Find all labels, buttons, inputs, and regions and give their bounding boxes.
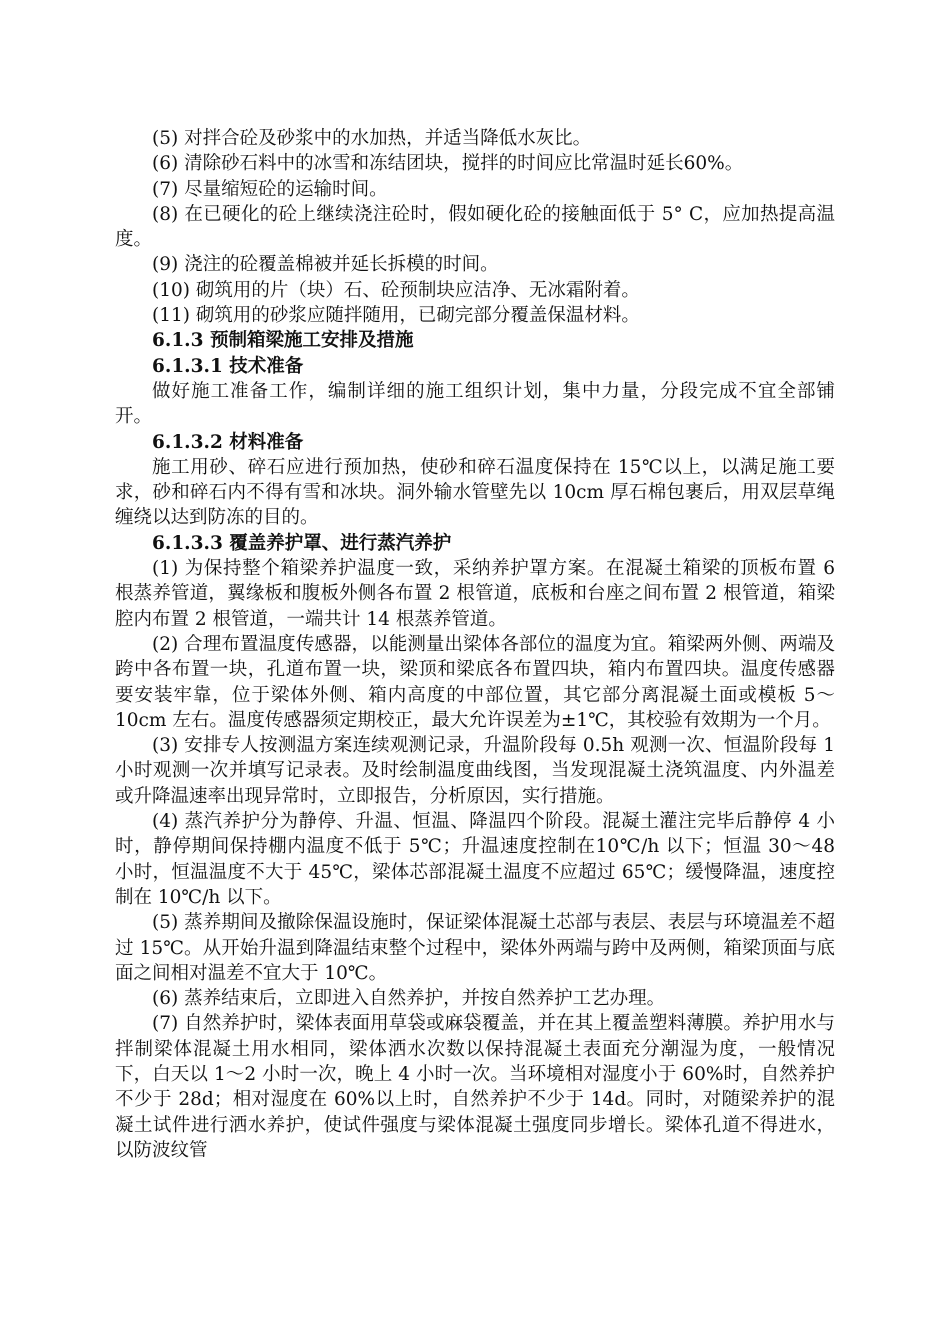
- paragraph: (6) 蒸养结束后，立即进入自然养护，并按自然养护工艺办理。: [152, 988, 666, 1010]
- paragraph: (5) 对拌合砼及砂浆中的水加热，并适当降低水灰比。: [152, 128, 592, 149]
- paragraph: 做好施工准备工作，编制详细的施工组织计划，集中力量，分段完成不宜全部铺开。: [115, 380, 835, 428]
- paragraph: (8) 在已硬化的砼上继续浇注砼时，假如硬化砼的接触面低于 5° C，应加热提高温度。: [115, 203, 835, 251]
- paragraph: (11) 砌筑用的砂浆应随拌随用，已砌完部分覆盖保温材料。: [152, 305, 640, 327]
- paragraph: (10) 砌筑用的片（块）石、砼预制块应洁净、无冰霜附着。: [152, 279, 640, 301]
- paragraph: (6) 清除砂石料中的冰雪和冻结团块，搅拌的时间应比常温时延长60%。: [152, 153, 744, 175]
- paragraph: (9) 浇注的砼覆盖棉被并延长拆模的时间。: [152, 254, 499, 276]
- paragraph: (1) 为保持整个箱梁养护温度一致，采纳养护罩方案。在混凝土箱梁的顶板布置 6 根蒸养管道，翼缘板和腹板外侧各布置 2 根管道，底板和台座之间布置 2 根管道，箱梁腔内布置 2 根管道，一端共计 14 根蒸养管道。: [115, 558, 835, 630]
- document-body: [115, 126, 835, 1163]
- section-heading: 6.1.3.3 覆盖养护罩、进行蒸汽养护: [152, 532, 452, 554]
- paragraph: (5) 蒸养期间及撤除保温设施时，保证梁体混凝土芯部与表层、表层与环境温差不超过 15℃。从开始升温到降温结束整个过程中，梁体外两端与跨中及两侧，箱梁顶面与底面之间相对温差不宜大于 10℃。: [115, 912, 835, 984]
- paragraph: (3) 安排专人按测温方案连续观测记录，升温阶段每 0.5h 观测一次、恒温阶段每 1 小时观测一次并填写记录表。及时绘制温度曲线图，当发现混凝土浇筑温度、内外温差或升降温速率出现异常时，立即报告，分析原因，实行措施。: [115, 735, 835, 807]
- paragraph: (7) 自然养护时，梁体表面用草袋或麻袋覆盖，并在其上覆盖塑料薄膜。养护用水与拌制梁体混凝土用水相同，梁体洒水次数以保持混凝土表面充分潮湿为度，一般情况下，白天以 1～2 小时一次，晚上 4 小时一次。当环境相对湿度小于 60%时，自然养护不少于 28d；相对湿度在 60%以上时，自然养护不少于 14d。同时，对随梁养护的混凝土试件进行洒水养护，使试件强度与梁体混凝土强度同步增长。梁体孔道不得进水，以防波纹管: [115, 1013, 835, 1161]
- section-heading: 6.1.3.1 技术准备: [152, 355, 304, 377]
- paragraph: (7) 尽量缩短砼的运输时间。: [152, 178, 388, 200]
- paragraph: 施工用砂、碎石应进行预加热，使砂和碎石温度保持在 15℃以上，以满足施工要求，砂和碎石内不得有雪和冰块。洞外输水管壁先以 10cm 厚石棉包裹后，用双层草绳缠绕以达到防冻的目的。: [115, 456, 835, 529]
- section-heading: 6.1.3.2 材料准备: [152, 431, 304, 453]
- paragraph: (4) 蒸汽养护分为静停、升温、恒温、降温四个阶段。混凝土灌注完毕后静停 4 小时，静停期间保持棚内温度不低于 5℃；升温速度控制在10℃/h 以下；恒温 30～48 小时，恒温温度不大于 45℃，梁体芯部混凝土温度不应超过 65℃；缓慢降温，速度控制在 10℃/h 以下。: [115, 811, 835, 908]
- paragraph: (2) 合理布置温度传感器，以能测量出梁体各部位的温度为宜。箱梁两外侧、两端及跨中各布置一块，孔道布置一块，梁顶和梁底各布置四块，箱内布置四块。温度传感器要安装牢靠，位于梁体外侧、箱内高度的中部位置，其它部分离混凝土面或模板 5～10cm 左右。温度传感器须定期校正，最大允许误差为±1℃，其校验有效期为一个月。: [115, 633, 835, 731]
- section-heading: 6.1.3 预制箱梁施工安排及措施: [152, 330, 414, 352]
